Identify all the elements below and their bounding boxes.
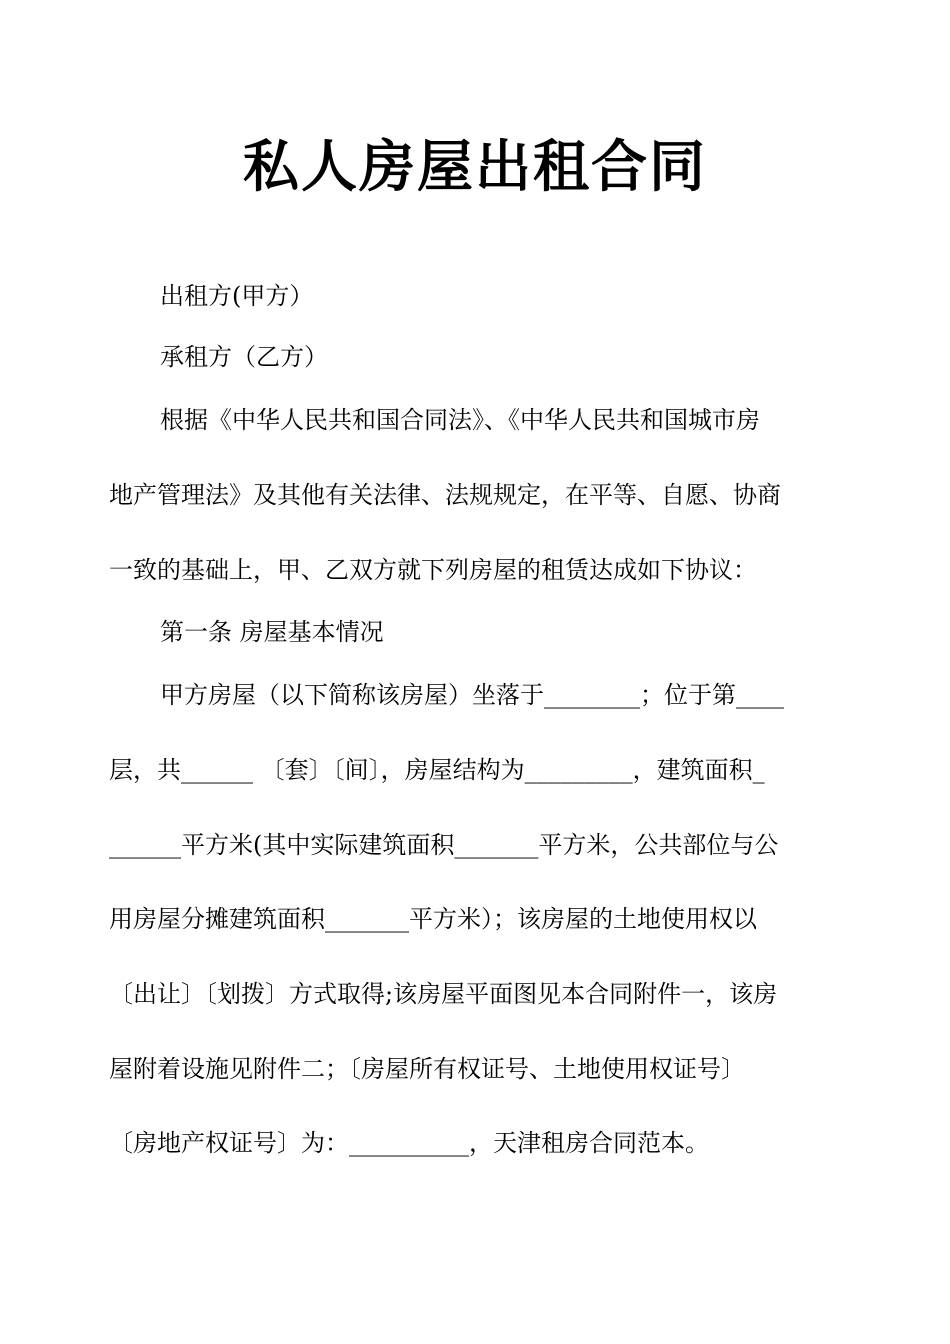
lessor-line: 出租方(甲方） [160,282,314,310]
article-one-line-5: 〔出让〕〔划拨〕方式取得;该房屋平面图见本合同附件一，该房 [109,980,778,1008]
preamble-line-1: 根据《中华人民共和国合同法》、《中华人民共和国城市房 [160,406,760,434]
article-one-line-7: 〔房地产权证号〕为：__________，天津租房合同范本。 [109,1129,709,1157]
article-one-line-2: 层，共______ 〔套〕〔间〕，房屋结构为_________，建筑面积_ [109,756,765,784]
article-one-line-4: 用房屋分摊建筑面积_______平方米）；该房屋的土地使用权以 [109,905,757,933]
article-one-line-6: 屋附着设施见附件二；〔房屋所有权证号、土地使用权证号〕 [109,1055,745,1083]
preamble-line-3: 一致的基础上，甲、乙双方就下列房屋的租赁达成如下协议： [109,556,757,584]
preamble-line-2: 地产管理法》及其他有关法律、法规规定，在平等、自愿、协商 [109,481,781,509]
lessee-line: 承租方（乙方） [160,343,328,371]
document-title: 私人房屋出租合同 [243,135,707,200]
article-one-line-3: ______平方米(其中实际建筑面积_______平方米，公共部位与公 [109,831,779,859]
article-one-heading: 第一条 房屋基本情况 [160,618,384,646]
article-one-line-1: 甲方房屋（以下简称该房屋）坐落于________；位于第____ [160,681,784,709]
